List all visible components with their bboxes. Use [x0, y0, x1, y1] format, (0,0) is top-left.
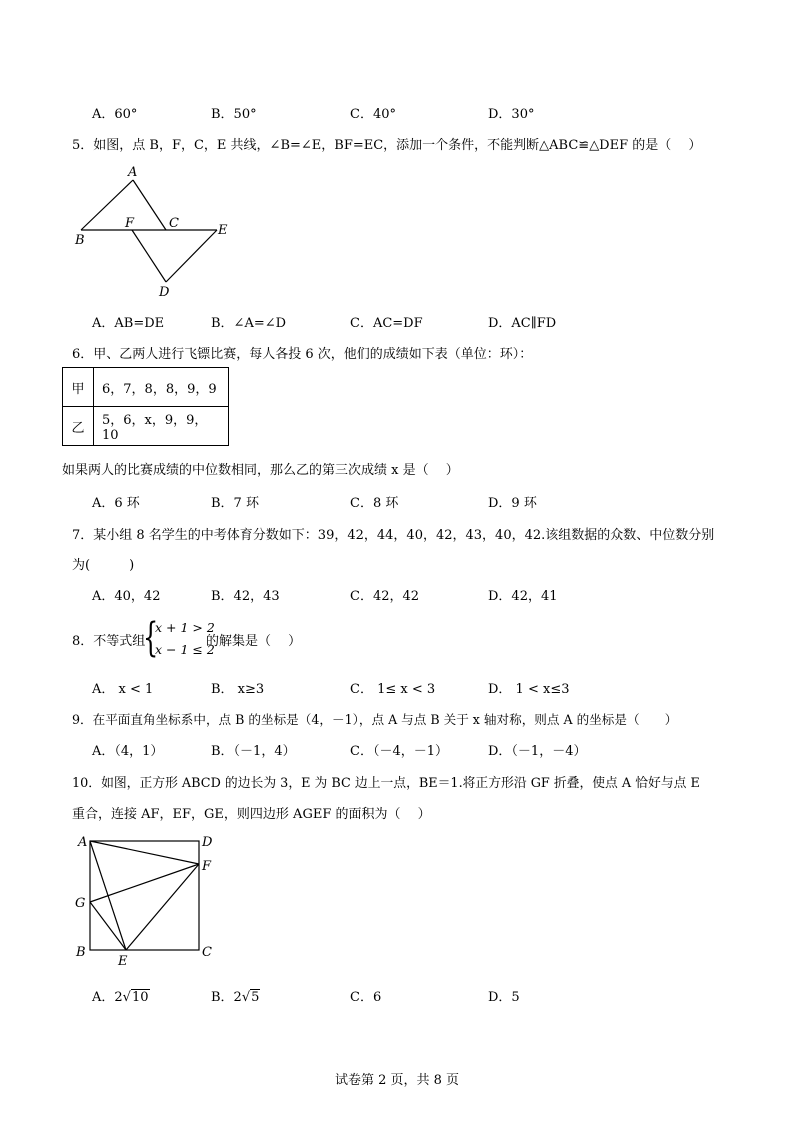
q9-stem: 9．在平面直角坐标系中，点 B 的坐标是（4，－1），点 A 与点 B 关于 x 轴对称，则点 A 的坐标是（ ）	[72, 712, 678, 727]
q5-figure	[70, 160, 240, 305]
table-cell-values: 5，6，x，9，9，10	[94, 407, 229, 446]
q8-option-d: D． 1 < x≤3	[488, 682, 570, 697]
page-footer: 试卷第 2 页，共 8 页	[334, 1073, 460, 1088]
q7-stem-line1: 7．某小组 8 名学生的中考体育分数如下：39，42，44，40，42，43，40，42.该组数据的众数、中位数分别	[72, 528, 715, 543]
q4-option-b: B．50°	[211, 107, 257, 122]
table-row	[63, 368, 229, 407]
q10-option-d: D．5	[488, 990, 520, 1005]
table-cell-name: 甲	[63, 368, 94, 407]
q8-inequality-2: x − 1 ≤ 2	[155, 642, 215, 657]
q10-option-b: B．2√5	[211, 990, 260, 1005]
table-row	[63, 407, 229, 446]
q4-option-a: A．60°	[92, 107, 138, 122]
q8-prefix: 8．不等式组	[72, 634, 146, 649]
q6-option-c: C．8 环	[350, 496, 399, 511]
q7-option-a: A．40，42	[92, 589, 161, 604]
q8-option-c: C． 1≤ x < 3	[350, 682, 436, 697]
q6-option-d: D．9 环	[488, 496, 537, 511]
q5-option-b: B．∠A=∠D	[211, 316, 287, 331]
q5-label-f: F	[125, 216, 135, 231]
q10-label-f: F	[202, 859, 212, 874]
table-cell-values: 6，7，8，8，9，9	[94, 368, 229, 407]
sqrt-icon: √	[241, 990, 251, 1005]
q8-brace-icon: {	[143, 615, 159, 661]
q6-score-table	[62, 367, 229, 446]
q5-label-e: E	[218, 223, 228, 238]
q5-stem: 5．如图，点 B，F，C，E 共线，∠B=∠E，BF=EC，添加一个条件，不能判断△ABC≌△DEF 的是（ ）	[72, 138, 702, 153]
q5-label-a: A	[128, 165, 138, 180]
q6-option-b: B．7 环	[211, 496, 259, 511]
q7-stem-line2: 为( )	[72, 558, 135, 573]
q9-option-c: C．（－4，－1）	[350, 744, 448, 759]
q10-label-d: D	[202, 835, 213, 850]
q8-option-b: B． x≥3	[211, 682, 265, 697]
q8-inequality-1: x + 1 > 2	[155, 620, 215, 635]
q7-option-c: C．42，42	[350, 589, 420, 604]
q8-suffix: 的解集是（ ）	[206, 634, 302, 649]
q9-option-d: D．（－1，－4）	[488, 744, 587, 759]
q6-question: 如果两人的比赛成绩的中位数相同，那么乙的第三次成绩 x 是（ ）	[62, 463, 459, 478]
q10-option-a: A．2√10	[92, 990, 149, 1005]
q10-option-c: C．6	[350, 990, 382, 1005]
q5-option-a: A．AB=DE	[92, 316, 165, 331]
q10-label-e: E	[118, 954, 128, 968]
sqrt-icon: √	[122, 990, 131, 1005]
q10-stem-line2: 重合，连接 AF，EF，GE，则四边形 AGEF 的面积为（ ）	[72, 807, 431, 822]
q4-option-d: D．30°	[488, 107, 535, 122]
q9-option-a: A．（4，1）	[92, 744, 164, 759]
q4-option-c: C．40°	[350, 107, 396, 122]
q5-option-d: D．AC∥FD	[488, 316, 557, 331]
q6-stem: 6．甲、乙两人进行飞镖比赛，每人各投 6 次，他们的成绩如下表（单位：环）：	[72, 347, 533, 362]
q10-label-b: B	[76, 945, 86, 960]
q10-label-a: A	[78, 835, 88, 850]
q10-figure	[70, 828, 220, 968]
q10-stem-line1: 10．如图，正方形 ABCD 的边长为 3，E 为 BC 边上一点，BE＝1.将正方形沿 GF 折叠，使点 A 恰好与点 E	[72, 776, 700, 791]
q6-option-a: A．6 环	[92, 496, 140, 511]
q9-option-b: B．（－1，4）	[211, 744, 296, 759]
q10-label-c: C	[202, 945, 212, 960]
q5-label-b: B	[75, 233, 85, 248]
q5-option-c: C．AC=DF	[350, 316, 423, 331]
q5-label-d: D	[159, 285, 170, 300]
q5-label-c: C	[169, 216, 179, 231]
table-cell-name: 乙	[63, 407, 94, 446]
q8-option-a: A． x < 1	[92, 682, 154, 697]
q10-label-g: G	[75, 896, 86, 911]
q7-option-d: D．42，41	[488, 589, 558, 604]
q7-option-b: B．42，43	[211, 589, 280, 604]
